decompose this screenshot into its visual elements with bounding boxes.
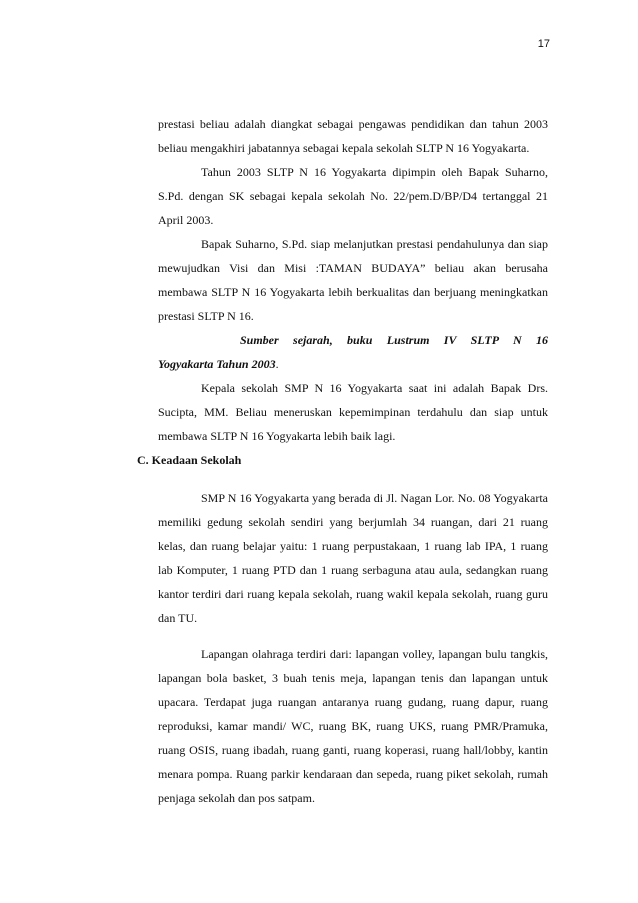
document-body xyxy=(137,112,548,810)
source-citation-title: Yogyakarta Tahun 2003 xyxy=(158,357,276,371)
paragraph-suharno-vision: Bapak Suharno, S.Pd. siap melanjutkan prestasi pendahulunya dan siap mewujudkan Visi dan Misi :TAMAN BUDAYA” beliau akan berusaha membawa SLTP N 16 Yogyakarta lebih berkualitas dan berjuang meningkatkan prestasi SLTP N 16. xyxy=(158,237,548,323)
paragraph-current-principal: Kepala sekolah SMP N 16 Yogyakarta saat ini adalah Bapak Drs. Sucipta, MM. Beliau meneruskan kepemimpinan terdahulu dan siap untuk membawa SLTP N 16 Yogyakarta lebih baik lagi. xyxy=(158,381,548,443)
source-citation-line1: Sumber sejarah, buku Lustrum IV SLTP N 16 xyxy=(240,333,548,347)
spacer xyxy=(158,630,548,642)
spacer xyxy=(158,472,548,486)
source-citation-line2 xyxy=(158,352,548,376)
paragraph-history-end: prestasi beliau adalah diangkat sebagai pengawas pendidikan dan tahun 2003 beliau mengakhiri jabatannya sebagai kepala sekolah SLTP N 16 Yogyakarta. xyxy=(158,117,548,155)
section-heading-keadaan-sekolah: C. Keadaan Sekolah xyxy=(137,453,242,467)
page-number: 17 xyxy=(537,38,550,50)
source-citation-period: . xyxy=(275,357,279,371)
paragraph-school-building: SMP N 16 Yogyakarta yang berada di Jl. Nagan Lor. No. 08 Yogyakarta memiliki gedung sekolah sendiri yang berjumlah 34 ruangan, dari 21 ruang kelas, dan ruang belajar yaitu: 1 ruang perpustakaan, 1 ruang lab IPA, 1 ruang lab Komputer, 1 ruang PTD dan 1 ruang serbaguna atau aula, sedangkan ruang kantor terdiri dari ruang kepala sekolah, ruang wakil kepala sekolah, ruang guru dan TU. xyxy=(158,491,548,625)
paragraph-suharno-appointment: Tahun 2003 SLTP N 16 Yogyakarta dipimpin oleh Bapak Suharno, S.Pd. dengan SK sebagai kepala sekolah No. 22/pem.D/BP/D4 tertanggal 21 April 2003. xyxy=(158,165,548,227)
paragraph-sports-facilities: Lapangan olahraga terdiri dari: lapangan volley, lapangan bulu tangkis, lapangan bola basket, 3 buah tenis meja, lapangan tenis dan lapangan untuk upacara. Terdapat juga ruangan antaranya ruang gudang, ruang dapur, ruang reproduksi, kamar mandi/ WC, ruang BK, ruang UKS, ruang PMR/Pramuka, ruang OSIS, ruang ibadah, ruang ganti, ruang koperasi, ruang hall/lobby, kantin menara pompa. Ruang parkir kendaraan dan sepeda, ruang piket sekolah, rumah penjaga sekolah dan pos satpam. xyxy=(158,647,548,805)
